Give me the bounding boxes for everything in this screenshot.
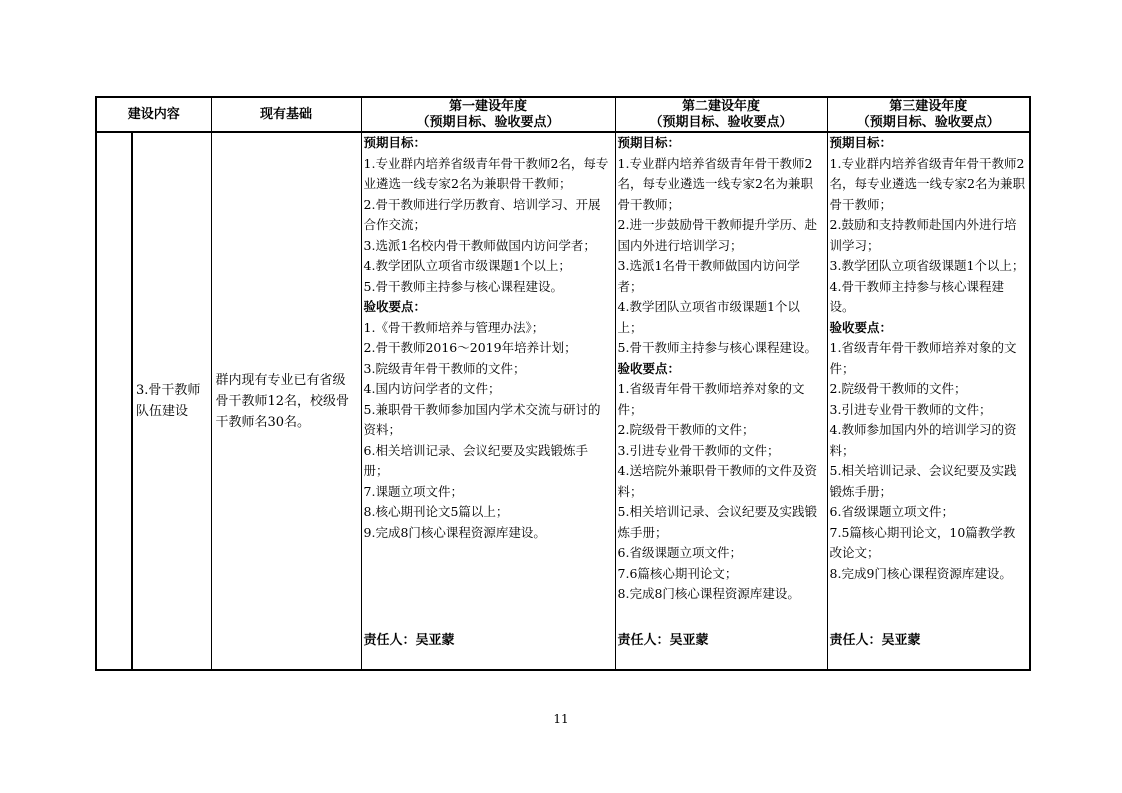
year2-goal: 3.选派1名骨干教师做国内访问学者；	[617, 258, 800, 294]
header-year2-title: 第二建设年度	[682, 98, 761, 114]
year3-goals-title: 预期目标：	[829, 135, 893, 150]
year2-check: 4.送培院外兼职骨干教师的文件及资料；	[617, 463, 817, 499]
year2-check: 8.完成8门核心课程资源库建设。	[617, 586, 800, 601]
year3-goal: 1.专业群内培养省级青年骨干教师2名，每专业遴选一线专家2名为兼职骨干教师；	[829, 155, 1025, 212]
year3-check: 2.院级骨干教师的文件；	[829, 381, 967, 396]
year2-goal: 5.骨干教师主持参与核心课程建设。	[617, 340, 817, 355]
year1-check: 8.核心期刊论文5篇以上；	[363, 504, 509, 519]
year2-check: 2.院级骨干教师的文件；	[617, 422, 755, 437]
header-year2	[615, 97, 827, 132]
header-year1-sub: （预期目标、验收要点）	[416, 114, 560, 130]
year1-check: 7.课题立项文件；	[363, 483, 463, 499]
year2-goal: 1.专业群内培养省级青年骨干教师2名，每专业遴选一线专家2名为兼职骨干教师；	[617, 155, 813, 212]
year2-goals-title: 预期目标：	[617, 135, 681, 150]
year3-check: 4.教师参加国内外的培训学习的资料；	[829, 422, 1017, 458]
year1-check: 5.兼职骨干教师参加国内学术交流与研讨的资料；	[363, 401, 601, 437]
header-year3-sub: （预期目标、验收要点）	[856, 114, 1000, 130]
year3-check: 1.省级青年骨干教师培养对象的文件；	[829, 340, 1017, 376]
year2-goal: 2.进一步鼓励骨干教师提升学历、赴国内外进行培训学习；	[617, 217, 817, 253]
year3-owner: 责任人：吴亚蒙	[829, 632, 921, 648]
header-year2-sub: （预期目标、验收要点）	[649, 114, 793, 130]
year3-check: 5.相关培训记录、会议纪要及实践锻炼手册；	[829, 463, 1017, 499]
year1-goal: 3.选派1名校内骨干教师做国内访问学者；	[363, 237, 596, 253]
year1-check: 1.《骨干教师培养与管理办法》；	[363, 319, 545, 335]
year3-check: 7.5篇核心期刊论文，10篇教学教改论文；	[829, 524, 1016, 560]
year3-check: 8.完成9门核心课程资源库建设。	[829, 565, 1012, 581]
year1-goal: 4.教学团队立项省市级课题1个以上；	[363, 258, 571, 273]
year1-owner: 责任人：吴亚蒙	[363, 632, 455, 648]
year3-check: 3.引进专业骨干教师的文件；	[829, 401, 992, 417]
year1-goal: 1.专业群内培养省级青年骨干教师2名，每专业遴选一线专家2名为兼职骨干教师；	[363, 155, 609, 191]
year3-cell	[827, 132, 1030, 670]
year3-goal: 3.教学团队立项省级课题1个以上；	[829, 258, 1025, 273]
year2-goal: 4.教学团队立项省市级课题1个以上；	[617, 299, 800, 335]
basis-cell: 群内现有专业已有省级骨干教师12名，校级骨干教师名30名。	[211, 132, 361, 670]
header-year1	[361, 97, 615, 132]
year3-check-title: 验收要点：	[829, 319, 893, 335]
year2-check: 3.引进专业骨干教师的文件；	[617, 442, 780, 458]
year3-goal: 2.鼓励和支持教师赴国内外进行培训学习；	[829, 217, 1017, 253]
year1-check: 6.相关培训记录、会议纪要及实践锻炼手册；	[363, 442, 588, 478]
header-basis: 现有基础	[211, 97, 361, 132]
year2-check: 6.省级课题立项文件；	[617, 545, 742, 560]
header-year3	[827, 97, 1030, 132]
year1-check-title: 验收要点：	[363, 299, 427, 314]
year2-cell	[615, 132, 827, 670]
year1-check: 3.院级青年骨干教师的文件；	[363, 360, 526, 376]
year1-check: 9.完成8门核心课程资源库建设。	[363, 524, 546, 540]
year1-goal: 5.骨干教师主持参与核心课程建设。	[363, 278, 563, 294]
header-year1-title: 第一建设年度	[449, 98, 528, 114]
year1-check: 4.国内访问学者的文件；	[363, 381, 501, 396]
header-year3-title: 第三建设年度	[889, 98, 968, 114]
table-header-row	[96, 97, 1030, 132]
year2-check: 1.省级青年骨干教师培养对象的文件；	[617, 381, 805, 417]
year3-goal: 4.骨干教师主持参与核心课程建设。	[829, 278, 1004, 314]
year1-goal: 2.骨干教师进行学历教育、培训学习、开展合作交流；	[363, 196, 601, 232]
year3-check: 6.省级课题立项文件；	[829, 504, 954, 519]
year2-check: 5.相关培训记录、会议纪要及实践锻炼手册；	[617, 504, 817, 540]
year2-check: 7.6篇核心期刊论文；	[617, 565, 738, 581]
table-row	[96, 132, 1030, 670]
item-cell: 3.骨干教师队伍建设	[132, 132, 211, 670]
year2-owner: 责任人：吴亚蒙	[617, 632, 709, 648]
year1-check: 2.骨干教师2016～2019年培养计划；	[363, 340, 577, 355]
year1-cell	[361, 132, 615, 670]
construction-plan-table	[95, 96, 1031, 671]
side-blank-cell	[96, 132, 132, 670]
header-content: 建设内容	[96, 97, 211, 132]
page-number: 11	[553, 712, 569, 726]
year2-check-title: 验收要点：	[617, 360, 681, 376]
year1-goals-title: 预期目标：	[363, 135, 427, 150]
